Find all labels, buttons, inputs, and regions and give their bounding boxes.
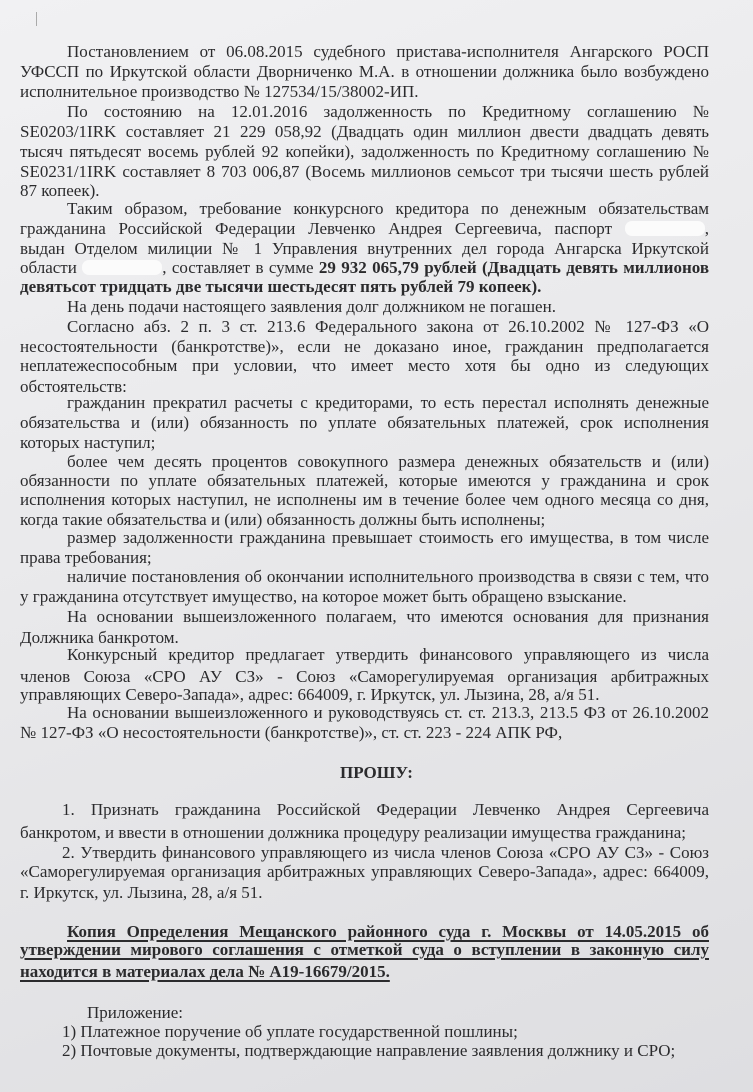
text-line: тысяч пятьдесят восемь рублей 92 копейки), задолженность по Кредитному соглашению №	[20, 142, 709, 161]
text-line: несостоятельности (банкротстве)», если не доказано иное, гражданин предполагается	[20, 337, 709, 356]
text-line: исполнительное производство № 127534/15/38002-ИП.	[20, 82, 419, 101]
text-line: банкротом, и ввести в отношении должника процедуру реализации имущества гражданина;	[20, 823, 686, 842]
text-line: членов Союза «СРО АУ СЗ» - Союз «Саморегулируемая организация арбитражных	[20, 667, 709, 686]
text-line: 2. Утвердить финансового управляющего из числа членов Союза «СРО АУ СЗ» - Союз	[62, 843, 709, 862]
text-segment: ,	[704, 219, 709, 238]
text-line: 1) Платежное поручение об уплате государственной пошлины;	[62, 1022, 518, 1041]
bold-text: утверждении мирового соглашения с отметкой суда о вступлении в законную силу	[20, 940, 709, 959]
text-line: обязанности по уплате обязательных платежей, которые имеются у гражданина и срок	[20, 471, 709, 490]
text-line: 1. Признать гражданина Российской Федерации Левченко Андрея Сергеевича	[62, 800, 709, 819]
text-line	[20, 277, 541, 297]
text-line: размер задолженности гражданина превышает стоимость его имущества, в том числе	[67, 528, 709, 547]
text-line: права требования;	[20, 548, 152, 567]
text-line	[20, 962, 390, 982]
text-segment: гражданина Российской Федерации Левченко Андрея Сергеевича, паспорт	[20, 219, 625, 238]
text-line: На основании вышеизложенного и руководствуясь ст. ст. 213.3, 213.5 ФЗ от 26.10.2002	[67, 703, 709, 722]
text-line	[67, 922, 709, 942]
text-line: 87 копеек).	[20, 181, 100, 200]
text-segment: , составляет в сумме	[162, 258, 319, 277]
text-line: Согласно абз. 2 п. 3 ст. 213.6 Федерального закона от 26.10.2002 № 127-ФЗ «О	[67, 317, 709, 336]
text-line: у гражданина отсутствует имущество, на которое может быть обращено взыскание.	[20, 587, 627, 606]
text-line: «Саморегулируемая организация арбитражных управляющих Северо-Запада», адрес: 664009,	[20, 862, 709, 881]
redaction-box	[82, 260, 162, 275]
text-line: неплатежеспособным при условии, что имеет место хотя бы одно из следующих	[20, 356, 709, 375]
text-line: Таким образом, требование конкурсного кредитора по денежным обязательствам	[67, 199, 709, 218]
text-line	[20, 940, 709, 960]
text-line: SE0231/1IRK составляет 8 703 006,87 (Восемь миллионов семьсот три тысячи шесть рублей	[20, 162, 709, 181]
text-line: Должника банкротом.	[20, 628, 179, 647]
text-line: наличие постановления об окончании исполнительного производства в связи с тем, что	[67, 567, 709, 586]
text-line: которых наступил;	[20, 433, 156, 452]
bold-text: 29 932 065,79 рублей (Двадцать девять миллионов	[318, 258, 709, 277]
bold-text: Копия Определения Мещанского районного суда г. Москвы от 14.05.2015 об	[67, 922, 709, 941]
text-line: г. Иркутск, ул. Лызина, 28, а/я 51.	[20, 883, 263, 902]
scan-mark	[36, 12, 37, 26]
text-line: На день подачи настоящего заявления долг должником не погашен.	[67, 297, 556, 316]
text-line: гражданин прекратил расчеты с кредиторами, то есть перестал исполнять денежные	[67, 393, 709, 412]
text-line	[20, 258, 709, 278]
text-line: № 127-ФЗ «О несостоятельности (банкротстве)», ст. ст. 223 - 224 АПК РФ,	[20, 723, 563, 742]
bold-text: находится в материалах дела № А19-16679/2015.	[20, 962, 390, 981]
text-line	[20, 219, 709, 239]
text-line: УФССП по Иркутской области Дворниченко М.А. в отношении должника было возбуждено	[20, 62, 709, 81]
text-line: SE0203/1IRK составляет 21 229 058,92 (Двадцать один миллион двести двадцать девять	[20, 122, 709, 141]
text-line: обязательства и (или) обязанность по уплате обязательных платежей, срок исполнения	[20, 413, 709, 432]
text-line: выдан Отделом милиции № 1 Управления внутренних дел города Ангарска Иркутской	[20, 239, 709, 258]
text-line: управляющих Северо-Запада», адрес: 664009, г. Иркутск, ул. Лызина, 28, а/я 51.	[20, 685, 600, 704]
text-segment: области	[20, 258, 83, 277]
text-line: По состоянию на 12.01.2016 задолженность по Кредитному соглашению №	[67, 102, 709, 121]
text-line: когда такие обязательства и (или) обязанность должны быть исполнены;	[20, 510, 546, 529]
redaction-box	[625, 221, 705, 236]
text-line: обстоятельств:	[20, 377, 127, 396]
text-line: На основании вышеизложенного полагаем, что имеются основания для признания	[67, 607, 709, 626]
text-line: Приложение:	[87, 1003, 183, 1022]
bold-text: девятьсот тридцать две тысячи шестьдесят пять рублей 79 копеек).	[20, 277, 542, 296]
text-line: исполнения которых наступил, не исполнены им в течение более чем одного месяца со дня,	[20, 490, 709, 509]
bold-text: ПРОШУ:	[340, 763, 413, 782]
text-line: 2) Почтовые документы, подтверждающие направление заявления должнику и СРО;	[62, 1041, 676, 1060]
text-line: Конкурсный кредитор предлагает утвердить финансового управляющего из числа	[67, 645, 709, 664]
text-line: более чем десять процентов совокупного размера денежных обязательств и (или)	[67, 452, 709, 471]
text-line	[0, 763, 753, 783]
text-line: Постановлением от 06.08.2015 судебного пристава-исполнителя Ангарского РОСП	[67, 42, 709, 61]
